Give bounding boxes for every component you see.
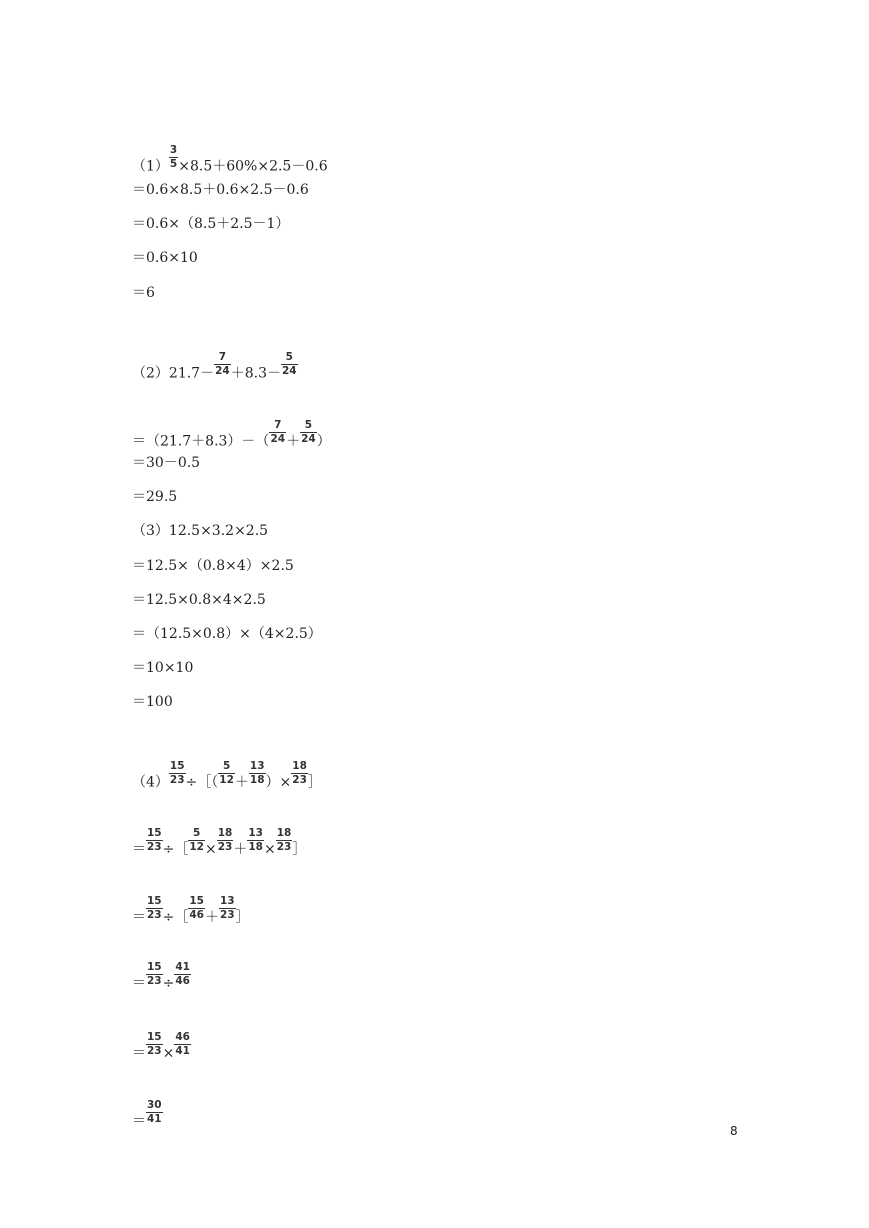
problem-3-step-5: ＝100 bbox=[132, 694, 173, 710]
problem-2-expression: （2）21.7－ $\frac{7}{24}$ ＋8.3－ $\frac{5}{24}$ bbox=[132, 351, 297, 382]
fraction: $\frac{13}{18}$ bbox=[248, 827, 263, 853]
fraction: $\frac{18}{23}$ bbox=[217, 827, 233, 853]
problem-3-expression: （3）12.5×3.2×2.5 bbox=[132, 523, 269, 539]
fraction: $\frac{5}{12}$ bbox=[219, 760, 234, 786]
problem-1-step-2: ＝0.6×（8.5＋2.5－1） bbox=[132, 216, 290, 232]
fraction: $\frac{7}{24}$ bbox=[215, 351, 230, 377]
problem-1-label: （1） bbox=[132, 158, 169, 175]
problem-3-step-3: ＝（12.5×0.8）×（4×2.5） bbox=[132, 626, 322, 642]
problem-1-expression: （1） $\frac{3}{5}$ ×8.5＋60%×2.5－0.6 bbox=[132, 144, 328, 175]
fraction: $\frac{30}{41}$ bbox=[147, 1099, 162, 1125]
problem-4-step-3: ＝ $\frac{15}{23}$ ÷ $\frac{41}{46}$ bbox=[132, 961, 190, 992]
fraction: $\frac{5}{24}$ bbox=[301, 419, 316, 445]
problem-4-step-1: ＝ $\frac{15}{23}$ ÷［ $\frac{5}{12}$ × $\frac{18}{23}$ ＋ $\frac{13}{18}$ × $\frac{18}{23}$ ］ bbox=[132, 827, 307, 858]
problem-2-step-3: ＝29.5 bbox=[132, 489, 178, 505]
problem-1-step-3: ＝0.6×10 bbox=[132, 250, 198, 266]
fraction: $\frac{5}{12}$ bbox=[189, 827, 204, 853]
problem-3-step-1: ＝12.5×（0.8×4）×2.5 bbox=[132, 558, 294, 574]
problem-4-expression: （4） $\frac{15}{23}$ ÷［（ $\frac{5}{12}$ ＋ $\frac{13}{18}$ ）× $\frac{18}{23}$ ］ bbox=[132, 760, 322, 791]
fraction: $\frac{7}{24}$ bbox=[270, 419, 286, 445]
fraction: $\frac{15}{23}$ bbox=[169, 760, 185, 786]
problem-1-step-1: ＝0.6×8.5＋0.6×2.5－0.6 bbox=[132, 182, 309, 198]
fraction: $\frac{3}{5}$ bbox=[169, 144, 178, 170]
problem-4-step-4: ＝ $\frac{15}{23}$ × $\frac{46}{41}$ bbox=[132, 1031, 190, 1062]
fraction: $\frac{41}{46}$ bbox=[175, 961, 190, 987]
fraction: $\frac{13}{23}$ bbox=[219, 895, 235, 921]
problem-3-step-2: ＝12.5×0.8×4×2.5 bbox=[132, 592, 266, 608]
problem-2-step-2: ＝30－0.5 bbox=[132, 455, 201, 471]
fraction: $\frac{46}{41}$ bbox=[175, 1031, 190, 1057]
page-number: 8 bbox=[730, 1124, 738, 1138]
fraction: $\frac{5}{24}$ bbox=[281, 351, 297, 377]
fraction: $\frac{15}{23}$ bbox=[147, 895, 162, 921]
fraction: $\frac{13}{18}$ bbox=[249, 760, 265, 786]
fraction: $\frac{15}{23}$ bbox=[147, 827, 162, 853]
fraction: $\frac{18}{23}$ bbox=[292, 760, 307, 786]
problem-4-step-5: ＝ $\frac{30}{41}$ bbox=[132, 1099, 162, 1130]
problem-2-step-1: ＝（21.7＋8.3）－（ $\frac{7}{24}$ ＋ $\frac{5}{24}$ ） bbox=[132, 419, 331, 450]
problem-3-step-4: ＝10×10 bbox=[132, 660, 194, 676]
problem-4-step-2: ＝ $\frac{15}{23}$ ÷［ $\frac{15}{46}$ ＋ $\frac{13}{23}$ ］ bbox=[132, 895, 250, 926]
fraction: $\frac{15}{23}$ bbox=[147, 1031, 162, 1057]
fraction: $\frac{18}{23}$ bbox=[276, 827, 292, 853]
fraction: $\frac{15}{23}$ bbox=[147, 961, 162, 987]
fraction: $\frac{15}{46}$ bbox=[189, 895, 204, 921]
problem-1-step-4: ＝6 bbox=[132, 285, 155, 301]
